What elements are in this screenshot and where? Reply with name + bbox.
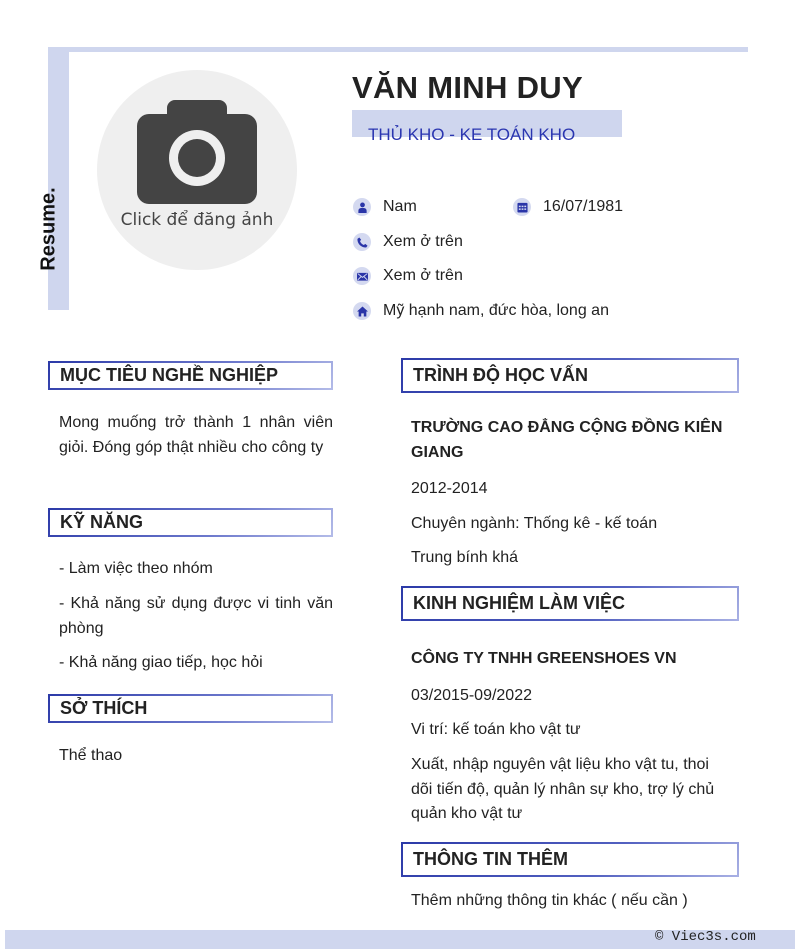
- additional-text: Thêm những thông tin khác ( nếu cần ): [411, 892, 688, 909]
- section-header-hobbies: SỞ THÍCH: [48, 694, 333, 723]
- section-header-experience: KINH NGHIỆM LÀM VIỆC: [401, 586, 739, 621]
- education-grade: Trung bính khá: [411, 549, 519, 566]
- info-address: [353, 302, 609, 320]
- objective-text: Mong muống trở thành 1 nhân viên giỏi. Đóng góp thật nhiều cho công ty: [59, 414, 333, 456]
- education-school: TRƯỜNG CAO ĐẲNG CỘNG ĐỒNG KIÊN GIANG: [411, 419, 723, 461]
- skill-item: - Làm việc theo nhóm: [59, 560, 213, 577]
- address-value: Mỹ hạnh nam, đức hòa, long an: [383, 302, 609, 319]
- hobbies-text: Thể thao: [59, 747, 123, 764]
- info-phone: [353, 233, 463, 251]
- resume-vertical-label: Resume.: [37, 187, 60, 271]
- top-accent-bar: [48, 47, 748, 52]
- experience-position: Vi trí: kế toán kho vật tư: [411, 721, 581, 738]
- experience-company: CÔNG TY TNHH GREENSHOES VN: [411, 650, 677, 667]
- photo-upload-label: Click để đăng ảnh: [120, 210, 274, 230]
- education-period: 2012-2014: [411, 480, 488, 497]
- mail-icon: [353, 267, 371, 285]
- email-value: Xem ở trên: [383, 267, 463, 284]
- info-birthday: [513, 198, 623, 216]
- education-major: Chuyên ngành: Thống kê - kế toán: [411, 515, 658, 532]
- person-icon: [353, 198, 371, 216]
- section-header-education: TRÌNH ĐỘ HỌC VẤN: [401, 358, 739, 393]
- info-gender: [353, 198, 417, 216]
- job-title: THỦ KHO - KE TOÁN KHO: [368, 125, 576, 144]
- calendar-icon: [513, 198, 531, 216]
- phone-value: Xem ở trên: [383, 233, 463, 250]
- section-header-objective: MỤC TIÊU NGHỀ NGHIỆP: [48, 361, 333, 390]
- phone-icon: [353, 233, 371, 251]
- section-header-additional: THÔNG TIN THÊM: [401, 842, 739, 877]
- experience-period: 03/2015-09/2022: [411, 687, 532, 704]
- gender-value: Nam: [383, 198, 417, 215]
- photo-upload[interactable]: [97, 70, 297, 270]
- section-header-skills: KỸ NĂNG: [48, 508, 333, 537]
- home-icon: [353, 302, 371, 320]
- birthday-value: 16/07/1981: [543, 198, 624, 215]
- skill-item: - Khả năng giao tiếp, học hỏi: [59, 654, 263, 671]
- camera-icon: [137, 100, 257, 205]
- skill-item: - Khả năng sử dụng được vi tinh văn phòng: [59, 595, 333, 637]
- candidate-name: VĂN MINH DUY: [352, 70, 583, 105]
- copyright-text: © Viec3s.com: [655, 929, 756, 945]
- info-email: [353, 267, 463, 285]
- experience-description: Xuất, nhập nguyên vật liệu kho vật tu, thoi dõi tiến độ, quản lý nhân sự kho, trợ lý chủ quản kho vật tư: [411, 756, 715, 822]
